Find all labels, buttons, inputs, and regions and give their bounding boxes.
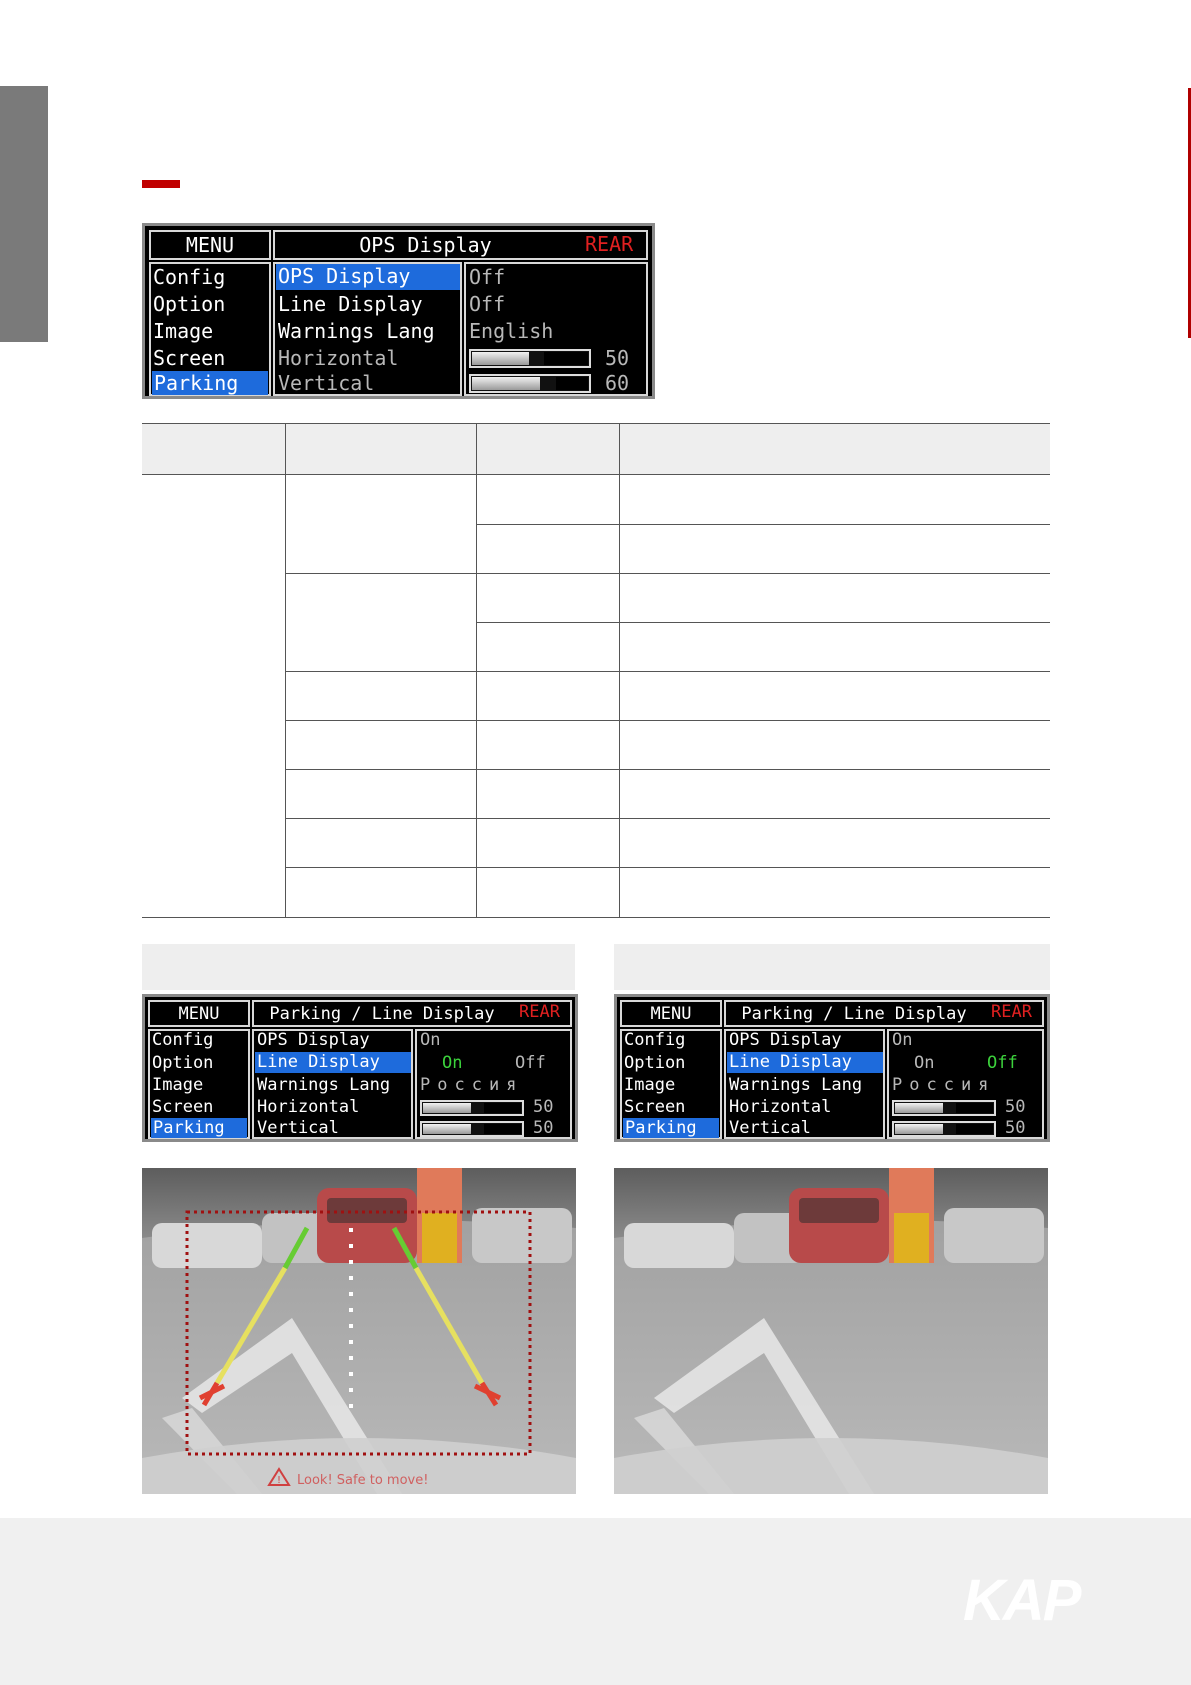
vertical-slider[interactable] bbox=[469, 374, 591, 393]
item-line-display[interactable]: Line Display bbox=[727, 1052, 883, 1073]
menu-title: Parking / Line Display bbox=[269, 1003, 495, 1024]
osd-menu-line-on bbox=[142, 994, 578, 1142]
value-ops-display: Off bbox=[469, 265, 506, 289]
value-ops-display: On bbox=[892, 1030, 913, 1050]
category-screen[interactable]: Screen bbox=[153, 346, 226, 370]
item-line-display[interactable]: Line Display bbox=[278, 292, 423, 316]
item-warnings-lang[interactable]: Warnings Lang bbox=[729, 1075, 863, 1095]
subheader-right bbox=[614, 944, 1050, 990]
category-config[interactable]: Config bbox=[152, 1030, 214, 1050]
category-image[interactable]: Image bbox=[624, 1075, 676, 1095]
menu-header bbox=[148, 1000, 250, 1027]
vertical-slider-track bbox=[484, 1124, 521, 1134]
vertical-value: 50 bbox=[1005, 1118, 1026, 1138]
value-warnings-lang: Россия bbox=[892, 1075, 996, 1095]
option-on[interactable]: On bbox=[914, 1053, 935, 1073]
rear-label: REAR bbox=[585, 232, 634, 256]
vertical-slider-fill bbox=[472, 377, 540, 390]
vertical-slider-fill bbox=[423, 1124, 471, 1134]
vertical-slider-track bbox=[556, 377, 588, 390]
category-parking[interactable]: Parking bbox=[623, 1118, 719, 1138]
value-warnings-lang: Россия bbox=[420, 1075, 524, 1095]
rear-label: REAR bbox=[991, 1002, 1032, 1022]
item-warnings-lang[interactable]: Warnings Lang bbox=[257, 1075, 391, 1095]
category-parking[interactable]: Parking bbox=[151, 1118, 247, 1138]
item-vertical[interactable]: Vertical bbox=[278, 371, 375, 395]
kap-logo bbox=[961, 1568, 1111, 1628]
category-config[interactable]: Config bbox=[624, 1030, 686, 1050]
page-footer bbox=[0, 1518, 1191, 1685]
menu-label: MENU bbox=[178, 1003, 220, 1024]
vertical-slider[interactable] bbox=[420, 1121, 524, 1137]
menu-title: Parking / Line Display bbox=[741, 1003, 967, 1024]
horizontal-value: 50 bbox=[533, 1097, 554, 1117]
vertical-slider[interactable] bbox=[892, 1121, 996, 1137]
menu-header bbox=[149, 230, 271, 260]
category-option[interactable]: Option bbox=[152, 1053, 214, 1073]
item-warnings-lang[interactable]: Warnings Lang bbox=[278, 319, 435, 343]
vertical-slider-track bbox=[956, 1124, 993, 1134]
menu-label: MENU bbox=[650, 1003, 692, 1024]
horizontal-slider-track bbox=[956, 1103, 993, 1113]
osd-menu-ops-display bbox=[142, 223, 655, 399]
vertical-slider-fill bbox=[895, 1124, 943, 1134]
horizontal-slider-track bbox=[544, 352, 588, 365]
camera-scene bbox=[142, 1168, 576, 1494]
option-on-selected[interactable]: On bbox=[442, 1053, 463, 1073]
horizontal-value: 50 bbox=[1005, 1097, 1026, 1117]
item-line-display[interactable]: Line Display bbox=[255, 1052, 411, 1073]
menu-title: OPS Display bbox=[359, 233, 492, 257]
category-config[interactable]: Config bbox=[153, 265, 226, 289]
item-horizontal[interactable]: Horizontal bbox=[278, 346, 399, 370]
kap-logo-mark bbox=[961, 1568, 1111, 1628]
item-vertical[interactable]: Vertical bbox=[257, 1118, 339, 1138]
rear-camera-view-lines-off bbox=[614, 1168, 1048, 1494]
side-chapter-tab-corner bbox=[0, 312, 48, 342]
item-horizontal[interactable]: Horizontal bbox=[257, 1097, 360, 1117]
horizontal-slider[interactable] bbox=[469, 349, 591, 368]
logo-text: KAP bbox=[963, 1568, 1080, 1628]
table-header-row bbox=[142, 423, 1050, 474]
menu-label: MENU bbox=[185, 233, 235, 257]
horizontal-slider-fill bbox=[895, 1103, 943, 1113]
item-ops-display[interactable]: OPS Display bbox=[729, 1030, 842, 1050]
item-vertical[interactable]: Vertical bbox=[729, 1118, 811, 1138]
value-line-display: Off bbox=[469, 292, 506, 316]
category-parking[interactable]: Parking bbox=[152, 371, 268, 395]
settings-table bbox=[142, 423, 1050, 918]
subheader-left bbox=[142, 944, 575, 990]
rear-label: REAR bbox=[519, 1002, 560, 1022]
category-image[interactable]: Image bbox=[153, 319, 214, 343]
category-screen[interactable]: Screen bbox=[152, 1097, 214, 1117]
category-option[interactable]: Option bbox=[153, 292, 226, 316]
horizontal-slider-fill bbox=[423, 1103, 471, 1113]
item-ops-display[interactable]: OPS Display bbox=[257, 1030, 370, 1050]
horizontal-slider-fill bbox=[472, 352, 529, 365]
value-warnings-lang: English bbox=[469, 319, 554, 343]
option-off-selected[interactable]: Off bbox=[987, 1053, 1018, 1073]
camera-scene bbox=[614, 1168, 1048, 1494]
horizontal-slider[interactable] bbox=[420, 1100, 524, 1116]
category-image[interactable]: Image bbox=[152, 1075, 204, 1095]
horizontal-slider[interactable] bbox=[892, 1100, 996, 1116]
menu-header bbox=[620, 1000, 722, 1027]
value-ops-display: On bbox=[420, 1030, 441, 1050]
item-ops-display[interactable]: OPS Display bbox=[276, 264, 460, 290]
option-off[interactable]: Off bbox=[515, 1053, 546, 1073]
rear-camera-view-lines-on bbox=[142, 1168, 576, 1494]
safety-warning: Look! Safe to move! bbox=[297, 1473, 429, 1488]
section-marker bbox=[142, 180, 180, 188]
vertical-value: 60 bbox=[605, 371, 630, 395]
category-screen[interactable]: Screen bbox=[624, 1097, 686, 1117]
category-option[interactable]: Option bbox=[624, 1053, 686, 1073]
side-chapter-tab bbox=[0, 86, 48, 342]
item-horizontal[interactable]: Horizontal bbox=[729, 1097, 832, 1117]
osd-menu-line-off bbox=[614, 994, 1050, 1142]
horizontal-slider-track bbox=[484, 1103, 521, 1113]
vertical-value: 50 bbox=[533, 1118, 554, 1138]
horizontal-value: 50 bbox=[605, 346, 630, 370]
svg-text:!: ! bbox=[276, 1475, 282, 1486]
